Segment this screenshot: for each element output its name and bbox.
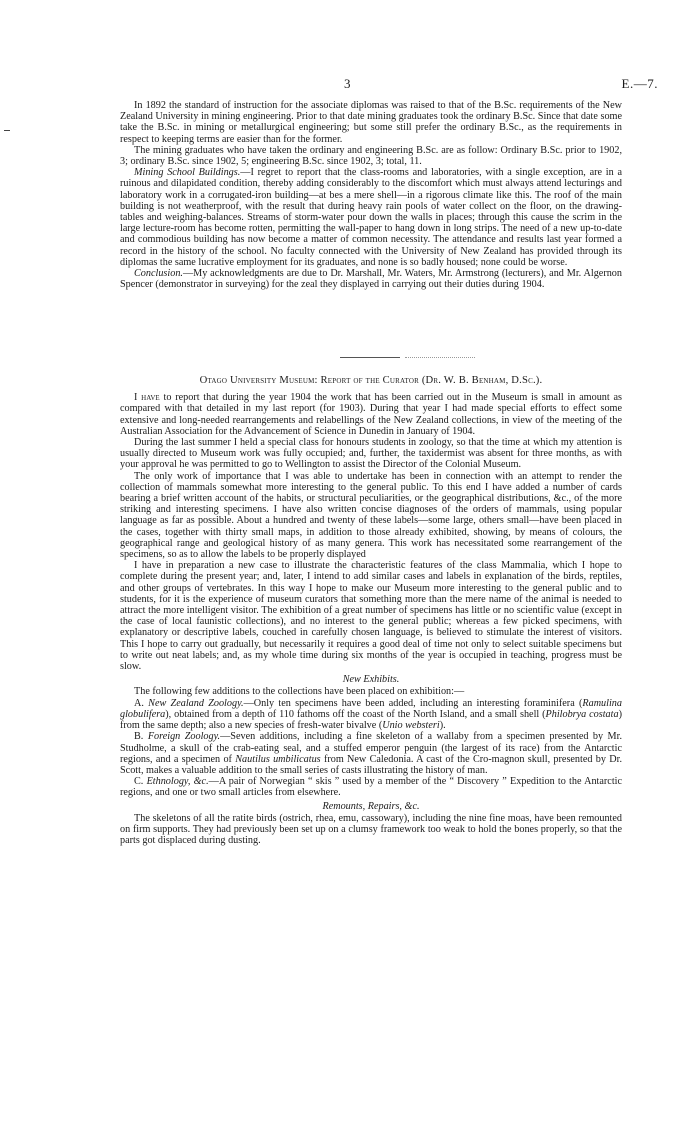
page-header xyxy=(0,78,700,92)
item-label: B. xyxy=(134,731,148,743)
subheading-new-exhibits: New Exhibits. xyxy=(342,674,400,686)
item-text: ), obtained from a depth of 110 fathoms off the coast of the North Island, and a small shell ( xyxy=(165,708,546,720)
paragraph: The only work of importance that I was able to undertake has been in connection with an attempt to render the collection of mammals somewhat more interesting to the general public. To this end I have added a number of cards bearing a brief written account of the habits, or structural peculiarities, or the geographical distributions, &c., of the more striking and interesting specimens. I have also written concise diagnoses of the orders of mammals, using popular language as far as possible. About a hundred and twenty of these labels—some large, others small—have been placed in the cases, together with thirty small maps, in addition to those already exhibited, showing, by means of colours, the geographical range and geological history of as many genera. This work has necessitated some rearrangement of the specimens, so as to allow the labels to be properly displayed xyxy=(120,470,622,561)
paragraph: The following few additions to the collections have been placed on exhibition:— xyxy=(134,686,465,698)
paragraph: The skeletons of all the ratite birds (ostrich, rhea, emu, cassowary), including the nine fine moas, have been remounted on firm supports. They had previously been set up on a clumsy framework too weak to hold the bones properly, so that the parts got displaced during dusting. xyxy=(120,812,622,847)
section-title: Otago University Museum: Report of the Curator (Dr. W. B. Benham, D.Sc.). xyxy=(199,375,543,386)
lead-words: I have xyxy=(134,392,160,404)
museum-report-section xyxy=(120,375,622,846)
item-label: A. xyxy=(134,697,149,709)
document-reference: E.—7. xyxy=(621,76,658,91)
paragraph xyxy=(120,268,622,290)
species-name: Unio websteri xyxy=(382,720,440,732)
paragraph-text: to report that during the year 1904 the work that has been carried out in the Museum is small in amount as compared with that detailed in my last report (for 1903). During that year I had made special efforts to effect some extensive and long-needed rearrangements and relabellings of the New Zealand collections, in view of the meeting of the Australian Association for the Advancement of Science in Dunedin in January of 1904. xyxy=(120,392,622,437)
item-text: ) from the same depth; also a new species of fresh-water bivalve ( xyxy=(120,708,622,732)
item-text: ). xyxy=(439,720,446,732)
species-name: Ramulina globulifera xyxy=(120,697,622,720)
item-heading: New Zealand Zoology. xyxy=(148,697,244,709)
item-heading: Foreign Zoology. xyxy=(147,731,221,743)
paragraph-heading: Conclusion. xyxy=(134,268,183,280)
species-name: Philobrya costata xyxy=(545,708,619,720)
subheading-remounts: Remounts, Repairs, &c. xyxy=(322,800,420,812)
item-text: —A pair of Norwegian “ skis ” used by a member of the “ Discovery ” Expedition to the Antarctic regions, and one or two small articles from elsewhere. xyxy=(120,776,623,799)
paragraph-item-b xyxy=(120,731,622,776)
paragraph-text: —I regret to report that the class-rooms and laboratories, with a single exception, are in a ruinous and dilapidated condition, thereby adding considerably to the discomfort which must always attend lecturings and laboratory work in a corrugated-iron building—at bes a mere shell—in a rigorous climate like this. The roof of the main building is not weatherproof, with the result that during heavy rain pools of water collect on the floor, on the drawing-tables and weighing-balances. Streams of storm-water pour down the walls in places; through this cause the scrim in the large lecture-room has become rotten, permitting the wall-paper to hang down in long strips. The need of a new up-to-date and commodious building has now become a matter of common necessity. The attendance and results last year formed a record in the history of the school. No faculty connected with the University of New Zealand has provided through its diplomas the same lucrative employment for its graduates, and none is so badly housed; none could be worse. xyxy=(120,167,622,268)
paragraph: I have in preparation a new case to illustrate the characteristic features of the class Mammalia, which I hope to complete during the present year; and, later, I intend to add similar cases and labels in explanation of the birds, reptiles, and other groups of vertebrates. In this way I hope to make our Museum more interesting to the general public and to students, for it is the experience of museum curators that something more than the mere name of the animal is needed to attract the more intelligent visitor. The exhibition of a great number of specimens has little or no scientific value (except in the case of local faunistic collections), and no interest to the general public; whereas a few picked specimens, with explanatory or descriptive labels, couched in carefully chosen language, is believed to stimulate the interest of visitors. This I hope to carry out gradually, but necessarily it requires a good deal of time not only to select suitable specimens but to write out neat labels; and, as my whole time during six months of the year is occupied in teaching, progress must be slow. xyxy=(120,560,622,673)
paragraph: The mining graduates who have taken the ordinary and engineering B.Sc. are as follow: Ordinary B.Sc. prior to 1902, 3; ordinary B.Sc. since 1902, 5; engineering B.Sc. since 1902, 3; total, 11. xyxy=(120,144,622,168)
section-divider-dots xyxy=(405,357,475,358)
paragraph-item-a xyxy=(120,698,622,732)
paragraph-item-c xyxy=(120,776,622,798)
mining-school-section xyxy=(120,100,622,290)
page-number: 3 xyxy=(344,76,351,91)
paragraph-text: —My acknowledgments are due to Dr. Marshall, Mr. Waters, Mr. Armstrong (lecturers), and Mr. Algernon Spencer (demonstrator in surveying) for the zeal they displayed in carrying out their duties during 1904. xyxy=(120,268,622,291)
species-name: Nautilus umbilicatus xyxy=(235,753,321,765)
item-text: —Only ten specimens have been added, including an interesting foraminifera ( xyxy=(243,697,583,709)
paragraph xyxy=(120,167,622,268)
item-text: from New Caledonia. A cast of the Cro-magnon skull, presented by Dr. Scott, makes a valuable addition to the small series of casts illustrating the history of man. xyxy=(120,753,622,776)
paragraph: During the last summer I held a special class for honours students in zoology, so that the time at which my attention is usually directed to Museum work was fully occupied; and, further, the taxidermist was absent for three months, as with your approval he was permitted to go to Wellington to assist the Director of the Colonial Museum. xyxy=(120,437,622,471)
item-text: —Seven additions, including a fine skeleton of a wallaby from a specimen presented by Mr. Studholme, a skull of the crab-eating seal, and a stuffed emperor penguin (the largest of its race) from the Antarctic regions, and a specimen of xyxy=(120,731,622,765)
margin-mark xyxy=(4,130,10,131)
item-label: C. xyxy=(134,776,147,788)
paragraph-heading: Mining School Buildings. xyxy=(134,167,241,179)
section-divider xyxy=(340,357,400,358)
item-heading: Ethnology, &c. xyxy=(146,776,209,788)
paragraph xyxy=(120,392,622,437)
paragraph: In 1892 the standard of instruction for the associate diplomas was raised to that of the B.Sc. requirements of the New Zealand University in mining engineering. Prior to that date mining graduates took the ordinary B.Sc. Since that date some take the B.Sc. in mining or metallurgical engineering; but some still prefer the ordinary B.Sc., as the requirements in respect to keeping terms are easier than for the former. xyxy=(120,100,622,145)
